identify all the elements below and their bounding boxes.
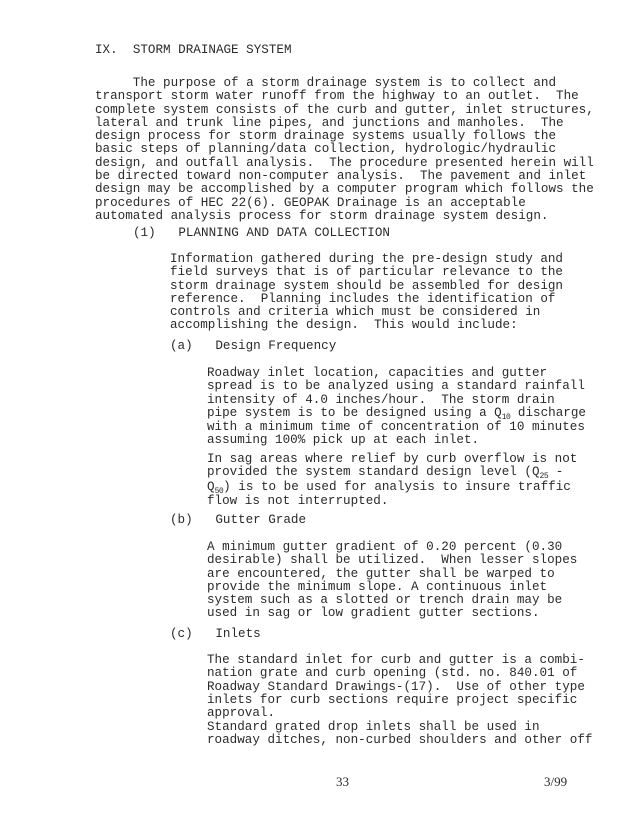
text-line: be directed toward non-computer analysis. The pavement and inlet bbox=[95, 169, 587, 184]
inlets-paragraph-1 bbox=[207, 654, 585, 720]
text-line: assuming 100% pick up at each inlet. bbox=[207, 433, 480, 448]
intro-paragraph bbox=[95, 77, 594, 223]
subscript: 10 bbox=[501, 412, 511, 422]
text-line: automated analysis process for storm drainage system design. bbox=[95, 208, 549, 223]
inlets-paragraph-2 bbox=[207, 721, 592, 748]
text-line: provided the system standard design level ($Q_{25}$ - bbox=[207, 465, 564, 482]
section-title: STORM DRAINAGE SYSTEM bbox=[132, 43, 292, 57]
text-line: The purpose of a storm drainage system is to collect and bbox=[95, 76, 557, 90]
text-line: reference. Planning includes the identification of bbox=[170, 291, 556, 306]
section-number: IX. bbox=[95, 43, 118, 57]
text-line: field surveys that is of particular relevance to the bbox=[170, 265, 563, 280]
text-line: Roadway Standard Drawings-(17). Use of other type bbox=[207, 679, 585, 694]
text-line: The standard inlet for curb and gutter is a combi- bbox=[207, 653, 585, 667]
text-line: are encountered, the gutter shall be warped to bbox=[207, 566, 555, 581]
design-frequency-paragraph-2 bbox=[207, 453, 577, 508]
text-line: storm drainage system should be assembled for design bbox=[170, 278, 563, 293]
text-line: A minimum gutter gradient of 0.20 percent (0.30 bbox=[207, 540, 563, 554]
section-heading bbox=[95, 44, 292, 57]
text-line: nation grate and curb opening (std. no. 840.01 of bbox=[207, 666, 578, 681]
text-line: Standard grated drop inlets shall be used in bbox=[207, 720, 540, 734]
gutter-grade-paragraph bbox=[207, 541, 577, 621]
text-line: $Q_{50}$) is to be used for analysis to insure traffic bbox=[207, 479, 571, 496]
item-a-heading: (a) Design Frequency bbox=[170, 339, 337, 353]
text-line: with a minimum time of concentration of 10 minutes bbox=[207, 420, 585, 435]
item-c-heading: (c) Inlets bbox=[170, 627, 261, 641]
text-line: transport storm water runoff from the highway to an outlet. The bbox=[95, 89, 579, 104]
revision-date: 3/99 bbox=[544, 774, 568, 789]
planning-paragraph bbox=[170, 253, 563, 333]
text-line: approval. bbox=[207, 706, 276, 721]
text-line: intensity of 4.0 inches/hour. The storm drain bbox=[207, 392, 555, 407]
text-line: roadway ditches, non-curbed shoulders and other off bbox=[207, 733, 593, 748]
item-b-heading: (b) Gutter Grade bbox=[170, 513, 307, 527]
text-line: desirable) shall be utilized. When lesser slopes bbox=[207, 553, 578, 568]
text-line: flow is not interrupted. bbox=[207, 493, 389, 508]
subsection-heading: (1) PLANNING AND DATA COLLECTION bbox=[133, 226, 390, 240]
text-line: spread is to be analyzed using a standard rainfall bbox=[207, 379, 585, 394]
text-line: provide the minimum slope. A continuous inlet bbox=[207, 579, 548, 594]
text-line: procedures of HEC 22(6). GEOPAK Drainage is an acceptable bbox=[95, 195, 526, 210]
text-line: used in sag or low gradient gutter sections. bbox=[207, 606, 540, 621]
text-line: inlets for curb sections require project specific bbox=[207, 692, 578, 707]
text-line: pipe system is to be designed using a $Q_{10}$ discharge bbox=[207, 405, 586, 422]
text-line: design process for storm drainage systems usually follows the bbox=[95, 129, 557, 144]
subscript: 25 bbox=[539, 472, 549, 482]
page-number: 33 bbox=[336, 774, 349, 789]
text-line: accomplishing the design. This would include: bbox=[170, 318, 518, 333]
text-line: system such as a slotted or trench drain may be bbox=[207, 593, 563, 608]
text-line: basic steps of planning/data collection, hydrologic/hydraulic bbox=[95, 142, 557, 157]
text-line: Roadway inlet location, capacities and gutter bbox=[207, 366, 548, 380]
text-line: controls and criteria which must be considered in bbox=[170, 305, 541, 320]
text-line: complete system consists of the curb and gutter, inlet structures, bbox=[95, 102, 594, 117]
design-frequency-paragraph-1 bbox=[207, 367, 586, 448]
subscript: 50 bbox=[214, 486, 224, 496]
text-line: Information gathered during the pre-design study and bbox=[170, 252, 563, 266]
text-line: In sag areas where relief by curb overflow is not bbox=[207, 452, 578, 466]
text-line: design, and outfall analysis. The procedure presented herein will bbox=[95, 155, 594, 170]
text-line: design may be accomplished by a computer program which follows the bbox=[95, 182, 594, 197]
text-line: lateral and trunk line pipes, and junctions and manholes. The bbox=[95, 115, 564, 130]
